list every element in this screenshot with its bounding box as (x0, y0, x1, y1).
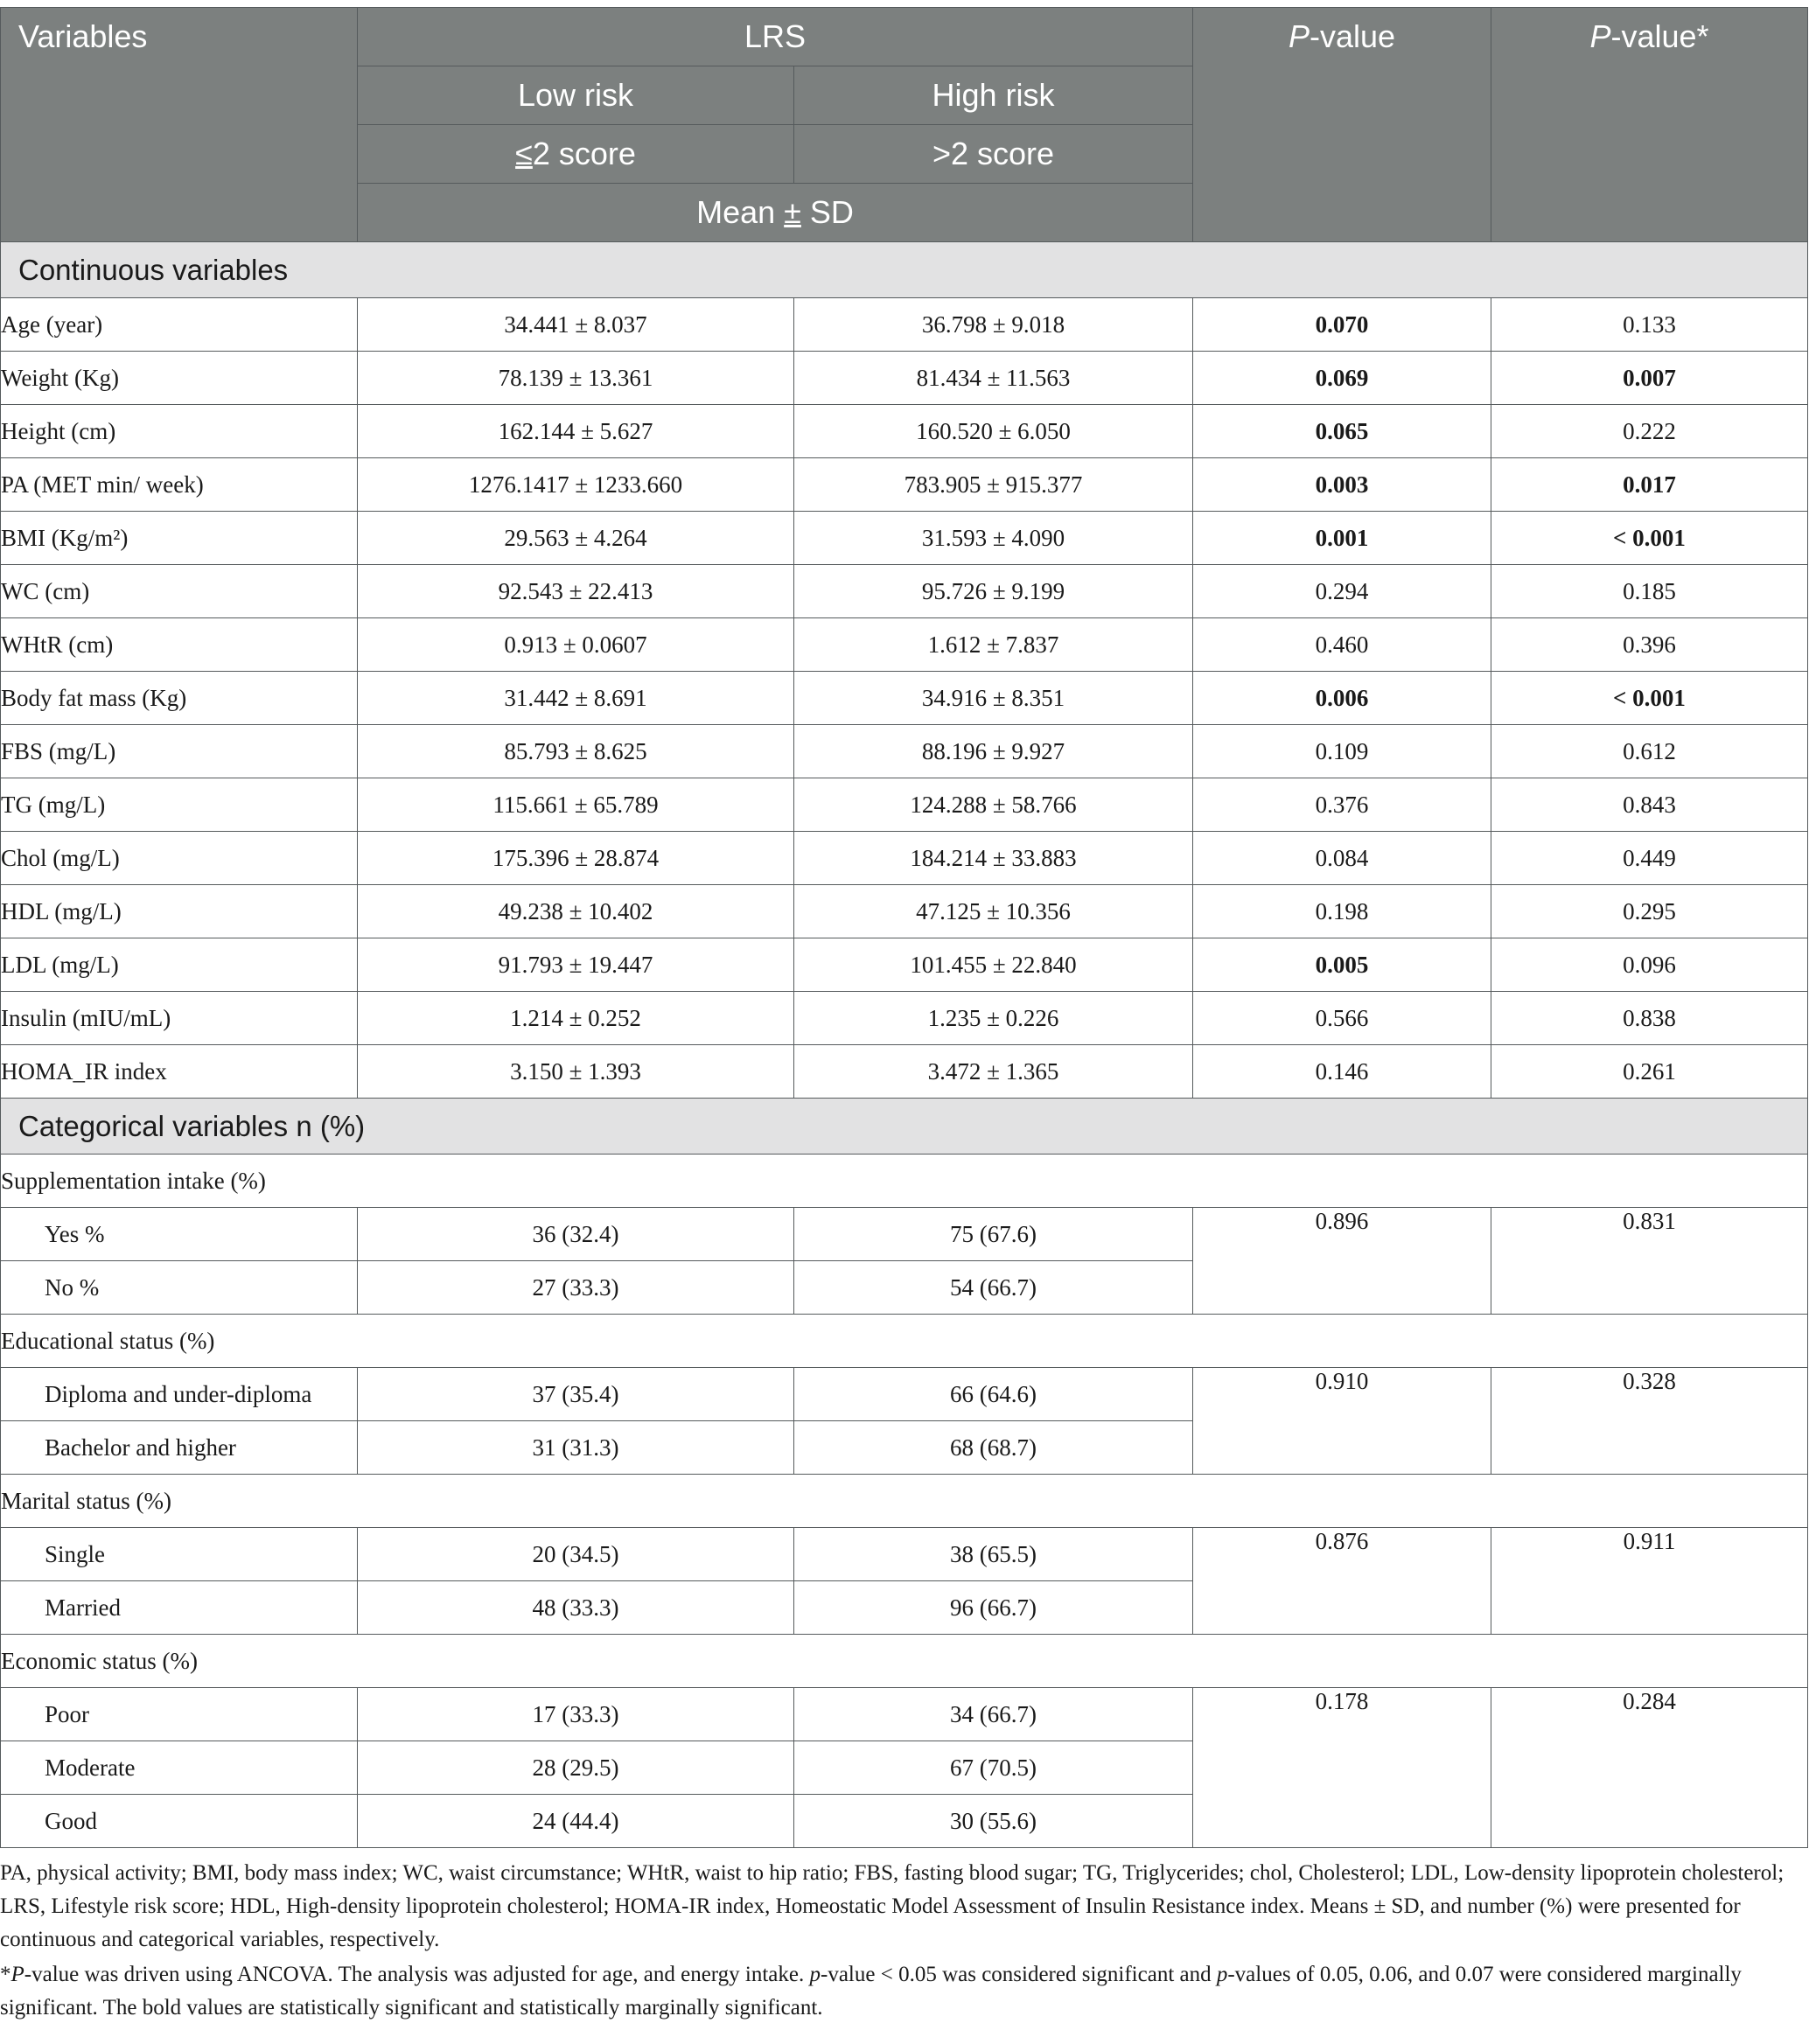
low-risk-count: 31 (31.3) (358, 1421, 794, 1475)
header-variables: Variables (1, 8, 358, 242)
low-risk-value: 29.563 ± 4.264 (358, 512, 794, 565)
group-p-value-adjusted: 0.911 (1491, 1528, 1808, 1635)
high-risk-count: 54 (66.7) (794, 1261, 1193, 1315)
p-value (1193, 1045, 1491, 1099)
variable-label: LDL (mg/L) (1, 938, 358, 992)
high-risk-value: 1.235 ± 0.226 (794, 992, 1193, 1045)
p-value-adjusted-text: 0.185 (1623, 577, 1676, 604)
high-risk-value: 88.196 ± 9.927 (794, 725, 1193, 778)
group-title: Economic status (%) (1, 1635, 1808, 1688)
p-value (1193, 565, 1491, 618)
p-value-text: 0.084 (1315, 844, 1369, 871)
category-label: Moderate (1, 1741, 358, 1795)
p-value-text: 0.376 (1315, 791, 1369, 818)
group-header-row (1, 1475, 1808, 1528)
table-row (1, 1688, 1808, 1741)
category-label: Poor (1, 1688, 358, 1741)
p-value-adjusted-text: 0.612 (1623, 737, 1676, 764)
header-lrs: LRS (358, 8, 1193, 66)
results-table-document (0, 7, 1807, 2027)
p-value-text: 0.065 (1315, 417, 1369, 444)
table-row (1, 1528, 1808, 1581)
header-mean-sd: Mean ± SD (358, 184, 1193, 242)
p-value-adjusted-text: 0.133 (1623, 310, 1676, 338)
group-header-row (1, 1315, 1808, 1368)
variable-label: HOMA_IR index (1, 1045, 358, 1099)
p-value-adjusted (1491, 992, 1808, 1045)
section-title: Categorical variables n (%) (1, 1099, 1808, 1155)
low-risk-value: 1.214 ± 0.252 (358, 992, 794, 1045)
variable-label: BMI (Kg/m²) (1, 512, 358, 565)
category-label: Yes % (1, 1208, 358, 1261)
footnote-ancova: *P-value was driven using ANCOVA. The analysis was adjusted for age, and energy intake. p-value < 0.05 was considered significant and p-values of 0.05, 0.06, and 0.07 were considered marginally significant. The bold values are statistically significant and statistically marginally significant. (0, 1963, 1742, 2020)
low-risk-count: 48 (33.3) (358, 1581, 794, 1635)
high-risk-value: 95.726 ± 9.199 (794, 565, 1193, 618)
section-title: Continuous variables (1, 242, 1808, 298)
p-value (1193, 885, 1491, 938)
p-value (1193, 938, 1491, 992)
p-value-adjusted-text: < 0.001 (1613, 684, 1686, 711)
table-row (1, 298, 1808, 352)
variable-label: Height (cm) (1, 405, 358, 458)
p-value-adjusted (1491, 725, 1808, 778)
p-value-text: 0.003 (1315, 471, 1369, 498)
p-value-adjusted (1491, 1045, 1808, 1099)
p-value-text: 0.001 (1315, 524, 1369, 551)
p-value (1193, 992, 1491, 1045)
p-value-text: 0.006 (1315, 684, 1369, 711)
table-row (1, 405, 1808, 458)
category-label: Diploma and under-diploma (1, 1368, 358, 1421)
high-risk-value: 1.612 ± 7.837 (794, 618, 1193, 672)
p-value-adjusted (1491, 458, 1808, 512)
p-value-adjusted-text: 0.295 (1623, 897, 1676, 924)
variable-label: HDL (mg/L) (1, 885, 358, 938)
table-row (1, 512, 1808, 565)
p-value (1193, 778, 1491, 832)
p-value-adjusted-text: 0.007 (1623, 364, 1676, 391)
p-value-adjusted (1491, 832, 1808, 885)
group-header-row (1, 1635, 1808, 1688)
table-row (1, 1368, 1808, 1421)
low-risk-value: 115.661 ± 65.789 (358, 778, 794, 832)
p-value (1193, 298, 1491, 352)
low-risk-value: 31.442 ± 8.691 (358, 672, 794, 725)
low-risk-count: 17 (33.3) (358, 1688, 794, 1741)
table-row (1, 565, 1808, 618)
group-title: Marital status (%) (1, 1475, 1808, 1528)
p-value-adjusted (1491, 565, 1808, 618)
p-value (1193, 672, 1491, 725)
high-risk-count: 96 (66.7) (794, 1581, 1193, 1635)
variable-label: Weight (Kg) (1, 352, 358, 405)
low-risk-count: 28 (29.5) (358, 1741, 794, 1795)
variable-label: Insulin (mIU/mL) (1, 992, 358, 1045)
low-risk-value: 85.793 ± 8.625 (358, 725, 794, 778)
header-high-risk: High risk (794, 66, 1193, 125)
p-value-text: 0.294 (1315, 577, 1369, 604)
table-row (1, 458, 1808, 512)
table-row (1, 672, 1808, 725)
low-risk-value: 34.441 ± 8.037 (358, 298, 794, 352)
high-risk-count: 66 (64.6) (794, 1368, 1193, 1421)
high-risk-value: 124.288 ± 58.766 (794, 778, 1193, 832)
p-value-adjusted-text: 0.843 (1623, 791, 1676, 818)
low-risk-value: 0.913 ± 0.0607 (358, 618, 794, 672)
high-risk-count: 67 (70.5) (794, 1741, 1193, 1795)
p-value-adjusted-text: < 0.001 (1613, 524, 1686, 551)
header-low-risk: Low risk (358, 66, 794, 125)
group-title: Supplementation intake (%) (1, 1155, 1808, 1208)
high-risk-value: 31.593 ± 4.090 (794, 512, 1193, 565)
table-row (1, 832, 1808, 885)
low-risk-count: 36 (32.4) (358, 1208, 794, 1261)
section-continuous (1, 242, 1808, 298)
high-risk-count: 34 (66.7) (794, 1688, 1193, 1741)
p-value-adjusted-text: 0.222 (1623, 417, 1676, 444)
low-risk-value: 92.543 ± 22.413 (358, 565, 794, 618)
section-categorical (1, 1099, 1808, 1155)
table-row (1, 725, 1808, 778)
category-label: Good (1, 1795, 358, 1848)
group-p-value: 0.178 (1193, 1688, 1491, 1848)
table-header (1, 8, 1808, 242)
table-row (1, 1045, 1808, 1099)
category-label: Single (1, 1528, 358, 1581)
category-label: Married (1, 1581, 358, 1635)
high-risk-value: 81.434 ± 11.563 (794, 352, 1193, 405)
p-value (1193, 725, 1491, 778)
p-value (1193, 405, 1491, 458)
p-value-adjusted (1491, 778, 1808, 832)
group-title: Educational status (%) (1, 1315, 1808, 1368)
group-p-value-adjusted: 0.831 (1491, 1208, 1808, 1315)
variable-label: Chol (mg/L) (1, 832, 358, 885)
variable-label: WHtR (cm) (1, 618, 358, 672)
p-value (1193, 458, 1491, 512)
high-risk-value: 34.916 ± 8.351 (794, 672, 1193, 725)
low-risk-value: 78.139 ± 13.361 (358, 352, 794, 405)
p-value-adjusted (1491, 298, 1808, 352)
p-value-adjusted-text: 0.261 (1623, 1057, 1676, 1085)
p-value-text: 0.070 (1315, 310, 1369, 338)
table-row (1, 618, 1808, 672)
high-risk-count: 75 (67.6) (794, 1208, 1193, 1261)
group-p-value-adjusted: 0.328 (1491, 1368, 1808, 1475)
group-p-value: 0.896 (1193, 1208, 1491, 1315)
table-footnotes (0, 1848, 1806, 2025)
p-value-text: 0.146 (1315, 1057, 1369, 1085)
p-value-text: 0.460 (1315, 631, 1369, 658)
low-risk-value: 175.396 ± 28.874 (358, 832, 794, 885)
lrs-comparison-table (0, 7, 1808, 1848)
p-value-adjusted-text: 0.096 (1623, 951, 1676, 978)
p-value-adjusted-text: 0.396 (1623, 631, 1676, 658)
header-p-value-adjusted: P-value* (1491, 8, 1808, 242)
header-high-score: >2 score (794, 125, 1193, 184)
low-risk-count: 37 (35.4) (358, 1368, 794, 1421)
low-risk-count: 27 (33.3) (358, 1261, 794, 1315)
high-risk-count: 38 (65.5) (794, 1528, 1193, 1581)
p-value-adjusted-text: 0.017 (1623, 471, 1676, 498)
table-body (1, 242, 1808, 1848)
p-value (1193, 352, 1491, 405)
p-value-text: 0.069 (1315, 364, 1369, 391)
p-value (1193, 832, 1491, 885)
table-row (1, 885, 1808, 938)
variable-label: TG (mg/L) (1, 778, 358, 832)
low-risk-value: 49.238 ± 10.402 (358, 885, 794, 938)
p-value-adjusted (1491, 938, 1808, 992)
high-risk-value: 47.125 ± 10.356 (794, 885, 1193, 938)
category-label: Bachelor and higher (1, 1421, 358, 1475)
group-p-value: 0.876 (1193, 1528, 1491, 1635)
low-risk-count: 24 (44.4) (358, 1795, 794, 1848)
p-value-text: 0.198 (1315, 897, 1369, 924)
low-risk-value: 91.793 ± 19.447 (358, 938, 794, 992)
group-p-value-adjusted: 0.284 (1491, 1688, 1808, 1848)
low-risk-value: 3.150 ± 1.393 (358, 1045, 794, 1099)
p-value-adjusted (1491, 885, 1808, 938)
high-risk-value: 160.520 ± 6.050 (794, 405, 1193, 458)
p-value-adjusted (1491, 352, 1808, 405)
header-low-score: ≤2 score (358, 125, 794, 184)
low-risk-value: 1276.1417 ± 1233.660 (358, 458, 794, 512)
group-header-row (1, 1155, 1808, 1208)
table-row (1, 352, 1808, 405)
table-row (1, 992, 1808, 1045)
category-label: No % (1, 1261, 358, 1315)
table-row (1, 938, 1808, 992)
low-risk-value: 162.144 ± 5.627 (358, 405, 794, 458)
variable-label: FBS (mg/L) (1, 725, 358, 778)
high-risk-value: 101.455 ± 22.840 (794, 938, 1193, 992)
low-risk-count: 20 (34.5) (358, 1528, 794, 1581)
variable-label: Age (year) (1, 298, 358, 352)
p-value-text: 0.109 (1315, 737, 1369, 764)
footnote-abbreviations: PA, physical activity; BMI, body mass index; WC, waist circumstance; WHtR, waist to hip ratio; FBS, fasting blood sugar; TG, Triglycerides; chol, Cholesterol; LDL, Low-density lipoprotein cholesterol; LRS, Lifestyle risk score; HDL, High-density lipoprotein cholesterol; HOMA-IR index, Homeostatic Model Assessment of Insulin Resistance index. Means ± SD, and number (%) were presented for continuous and categorical variables, respectively. (0, 1861, 1785, 1951)
p-value-text: 0.566 (1315, 1004, 1369, 1031)
high-risk-count: 30 (55.6) (794, 1795, 1193, 1848)
p-value-adjusted-text: 0.449 (1623, 844, 1676, 871)
p-value-adjusted-text: 0.838 (1623, 1004, 1676, 1031)
group-p-value: 0.910 (1193, 1368, 1491, 1475)
p-value-adjusted (1491, 672, 1808, 725)
p-value-adjusted (1491, 512, 1808, 565)
p-value-adjusted (1491, 405, 1808, 458)
p-value-text: 0.005 (1315, 951, 1369, 978)
variable-label: PA (MET min/ week) (1, 458, 358, 512)
high-risk-value: 184.214 ± 33.883 (794, 832, 1193, 885)
high-risk-value: 783.905 ± 915.377 (794, 458, 1193, 512)
high-risk-value: 3.472 ± 1.365 (794, 1045, 1193, 1099)
variable-label: Body fat mass (Kg) (1, 672, 358, 725)
high-risk-count: 68 (68.7) (794, 1421, 1193, 1475)
table-row (1, 778, 1808, 832)
p-value (1193, 512, 1491, 565)
header-p-value: P-value (1193, 8, 1491, 242)
variable-label: WC (cm) (1, 565, 358, 618)
table-row (1, 1208, 1808, 1261)
p-value-adjusted (1491, 618, 1808, 672)
high-risk-value: 36.798 ± 9.018 (794, 298, 1193, 352)
p-value (1193, 618, 1491, 672)
